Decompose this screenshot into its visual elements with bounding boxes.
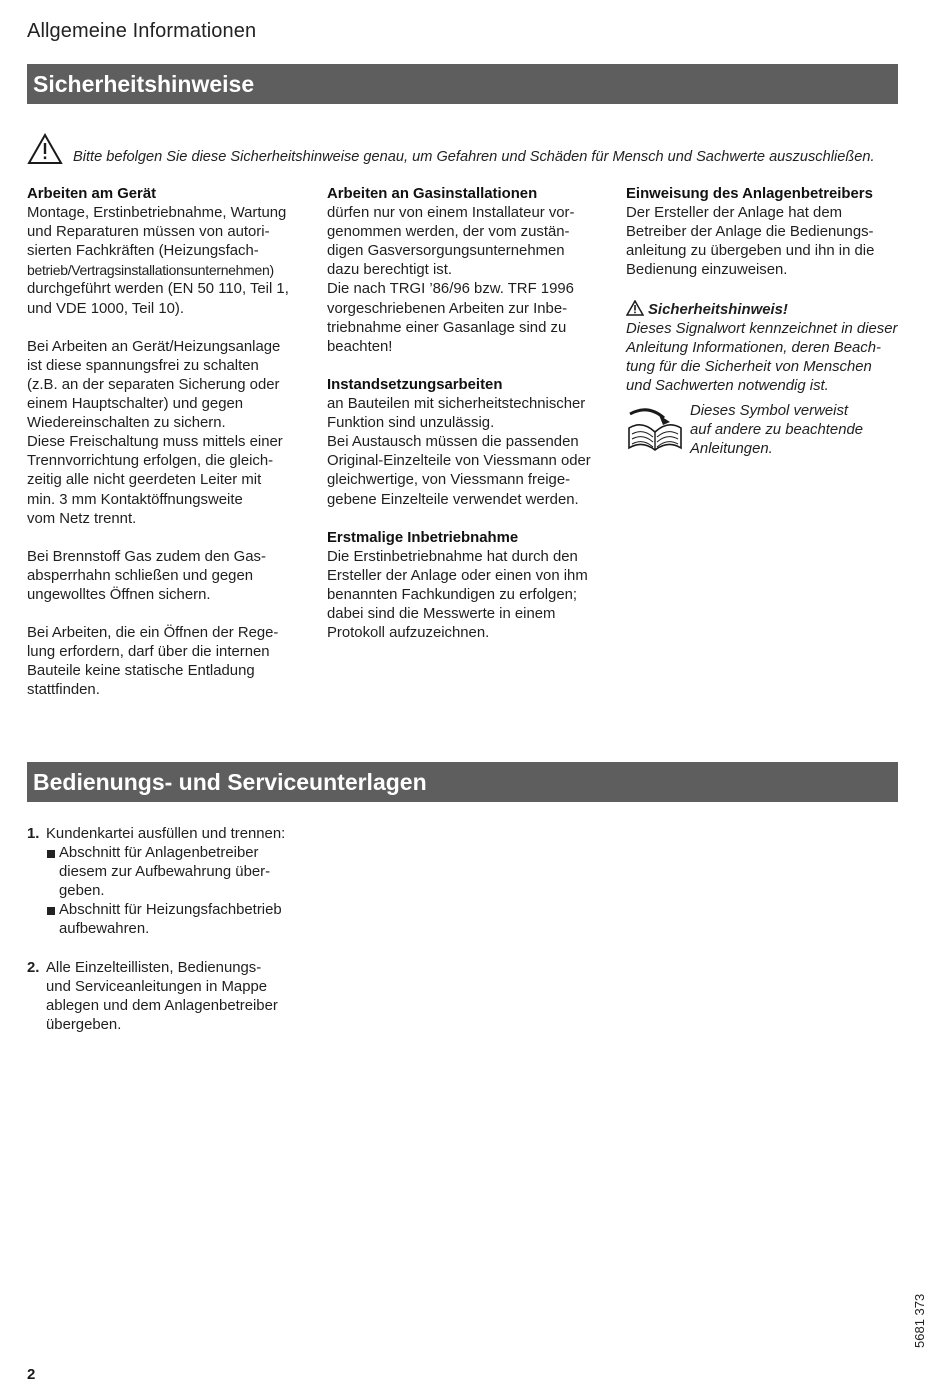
- page-number: 2: [27, 1366, 36, 1383]
- text-line: auf andere zu beachtende: [690, 422, 864, 439]
- text-line: Anleitung Informationen, deren Beach-: [626, 339, 881, 356]
- square-bullet-icon: [47, 907, 55, 915]
- text-line: aufbewahren.: [59, 921, 150, 938]
- section-bar-safety: Sicherheitshinweise: [27, 64, 898, 104]
- text-line: und VDE 1000, Teil 10).: [27, 300, 185, 317]
- text-line: und Sachwerten notwendig ist.: [626, 377, 829, 394]
- text-line: Montage, Erstinbetriebnahme, Wartung: [27, 205, 287, 222]
- heading-instandsetzungsarbeiten: Instandsetzungsarbeiten: [327, 376, 503, 393]
- text-line: Der Ersteller der Anlage hat dem: [626, 205, 843, 222]
- text-line: Bei Arbeiten, die ein Öffnen der Rege-: [27, 625, 279, 642]
- text-line: Bedienung einzuweisen.: [626, 262, 788, 279]
- text-line: Original-Einzelteile von Viessmann oder: [327, 453, 591, 470]
- heading-arbeiten-an-gasinstallationen: Arbeiten an Gasinstallationen: [327, 186, 538, 202]
- book-reference-text: [690, 402, 863, 459]
- text-line: diesem zur Aufbewahrung über-: [59, 864, 271, 881]
- text-line: Abschnitt für Anlagenbetreiber: [59, 845, 259, 862]
- text-line: Dieses Symbol verweist: [690, 403, 849, 420]
- warning-triangle-icon: [626, 300, 644, 316]
- list-item-number: 2.: [27, 959, 40, 976]
- text-line: ablegen und dem Anlagenbetreiber: [46, 997, 278, 1014]
- text-line: zeitig alle nicht geerdeten Leiter mit: [27, 472, 262, 489]
- heading-einweisung-des-anlagenbetreibers: Einweisung des Anlagenbetreibers: [626, 186, 873, 202]
- text-line: übergeben.: [46, 1016, 122, 1033]
- text-line: Trennvorrichtung erfolgen, die gleich-: [27, 453, 274, 470]
- text-line: dabei sind die Messwerte in einem: [327, 606, 556, 623]
- text-line: tung für die Sicherheit von Menschen: [626, 358, 872, 375]
- text-line: beachten!: [327, 338, 393, 355]
- text-line: und Reparaturen müssen von autori-: [27, 224, 270, 241]
- text-line: dazu berechtigt ist.: [327, 262, 452, 279]
- text-line: (z.B. an der separaten Sicherung oder: [27, 376, 280, 393]
- text-line: Ersteller der Anlage oder einen von ihm: [327, 567, 588, 584]
- list-item: [27, 825, 327, 844]
- text-line: Funktion sind unzulässig.: [327, 415, 495, 432]
- text-line: Abschnitt für Heizungsfachbetrieb: [59, 902, 282, 919]
- text-line: Diese Freischaltung muss mittels einer: [27, 434, 283, 451]
- text-line: betrieb/Vertragsinstallationsunternehmen): [27, 262, 274, 279]
- service-steps: [27, 825, 327, 1035]
- page-header-title: Allgemeine Informationen: [27, 20, 257, 42]
- text-line: vom Netz trennt.: [27, 510, 137, 527]
- text-line: Bauteile keine statische Entladung: [27, 663, 255, 680]
- text-line: stattfinden.: [27, 682, 100, 699]
- text-line: genommen werden, der vom zustän-: [327, 224, 570, 241]
- text-line: Bei Austausch müssen die passenden: [327, 434, 579, 451]
- document-number: 5681 373: [912, 1293, 927, 1348]
- text-line: anleitung zu übergeben und ihn in die: [626, 243, 875, 260]
- square-bullet-icon: [47, 850, 55, 858]
- text-line: Anleitungen.: [690, 441, 773, 458]
- warning-signal-word: [626, 300, 916, 320]
- text-line: und Serviceanleitungen in Mappe: [46, 978, 268, 995]
- text-line: ungewolltes Öffnen sichern.: [27, 586, 211, 603]
- text-line: Bei Brennstoff Gas zudem den Gas-: [27, 548, 266, 565]
- text-line: Dieses Signalwort kennzeichnet in dieser: [626, 320, 898, 337]
- column-arbeiten-am-geraet: [27, 185, 317, 701]
- safety-intro: [27, 133, 907, 169]
- list-item-text: Kundenkartei ausfüllen und trennen:: [46, 826, 286, 842]
- text-line: absperrhahn schließen und gegen: [27, 567, 254, 584]
- column-gasinstallationen: [327, 185, 617, 643]
- bullet-item: [27, 901, 327, 939]
- text-line: lung erfordern, darf über die internen: [27, 644, 270, 661]
- book-reference-note: [626, 402, 916, 462]
- text-line: Wiedereinschalten zu sichern.: [27, 415, 226, 432]
- list-item: [27, 959, 327, 1035]
- text-line: durchgeführt werden (EN 50 110, Teil 1,: [27, 281, 289, 298]
- text-line: gebene Einzelteile verwendet werden.: [327, 491, 579, 508]
- text-line: Die nach TRGI ’86/96 bzw. TRF 1996: [327, 281, 574, 298]
- text-line: Betreiber der Anlage die Bedienungs-: [626, 224, 874, 241]
- warning-signal-word-text: Sicherheitshinweis!: [648, 301, 788, 318]
- text-line: einem Hauptschalter) und gegen: [27, 396, 244, 413]
- text-line: gleichwertige, von Viessmann freige-: [327, 472, 571, 489]
- safety-intro-text: Bitte befolgen Sie diese Sicherheitshinweise genau, um Gefahren und Schäden für Mensch und Sachwerte auszuschließen.: [73, 149, 875, 165]
- text-line: Bei Arbeiten an Gerät/Heizungsanlage: [27, 338, 281, 355]
- text-line: benannten Fachkundigen zu erfolgen;: [327, 586, 578, 603]
- text-line: vorgeschriebenen Arbeiten zur Inbe-: [327, 300, 568, 317]
- text-line: Protokoll aufzuzeichnen.: [327, 625, 490, 642]
- text-line: dürfen nur von einem Installateur vor-: [327, 205, 575, 222]
- section-bar-service: Bedienungs- und Serviceunterlagen: [27, 762, 898, 802]
- list-item-number: 1.: [27, 826, 40, 842]
- text-line: digen Gasversorgungsunternehmen: [327, 243, 565, 260]
- book-reference-icon: [626, 404, 684, 454]
- text-line: geben.: [59, 883, 105, 900]
- heading-erstmalige-inbetriebnahme: Erstmalige Inbetriebnahme: [327, 529, 519, 546]
- text-line: triebnahme einer Gasanlage sind zu: [327, 319, 567, 336]
- heading-arbeiten-am-geraet: Arbeiten am Gerät: [27, 186, 157, 202]
- text-line: ist diese spannungsfrei zu schalten: [27, 357, 259, 374]
- bullet-item: [27, 844, 327, 901]
- text-line: sierten Fachkräften (Heizungsfach-: [27, 243, 259, 260]
- text-line: Alle Einzelteillisten, Bedienungs-: [46, 959, 262, 976]
- text-line: min. 3 mm Kontaktöffnungsweite: [27, 491, 243, 508]
- text-line: Die Erstinbetriebnahme hat durch den: [327, 548, 578, 565]
- column-einweisung: [626, 185, 916, 462]
- warning-triangle-icon: [27, 133, 63, 165]
- text-line: an Bauteilen mit sicherheitstechnischer: [327, 396, 586, 413]
